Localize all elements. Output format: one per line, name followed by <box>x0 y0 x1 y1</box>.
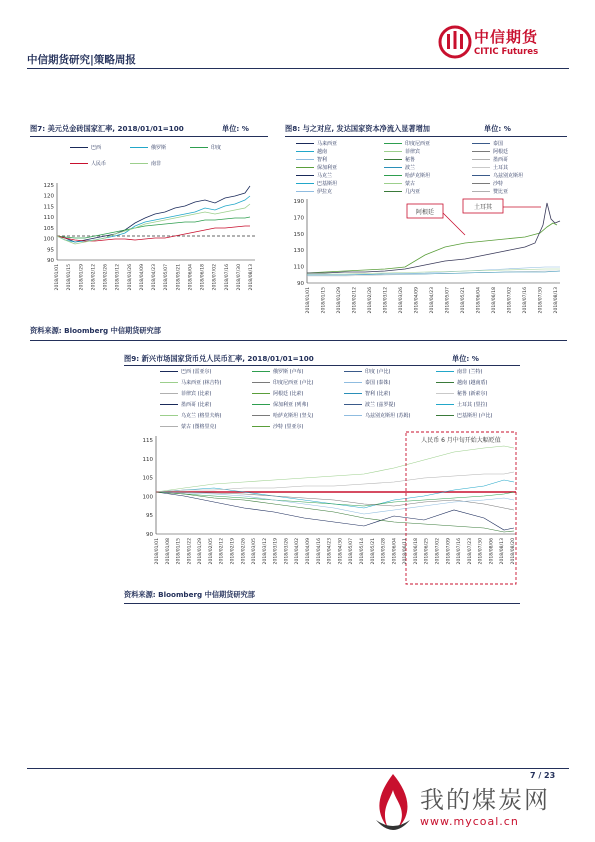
x-tick-label: 2018/07/16 <box>457 538 463 565</box>
legend-item: 波兰 <box>384 164 415 171</box>
x-tick-label: 2018/03/12 <box>115 264 121 291</box>
legend-item: 智利 (比索) <box>344 390 391 397</box>
legend-item: 秘鲁 <box>384 156 415 163</box>
x-tick-label: 2018/07/30 <box>236 264 242 291</box>
x-tick-label: 2018/08/13 <box>249 264 254 291</box>
y-tick-label: 105 <box>43 225 54 232</box>
x-tick-label: 2018/04/09 <box>139 264 145 291</box>
fig8-title-rule <box>285 136 567 137</box>
fig9-series <box>156 446 514 532</box>
legend-item: 哈萨克斯坦 (坚戈) <box>252 412 314 419</box>
x-tick-label: 2018/05/21 <box>370 538 376 565</box>
x-tick-label: 2018/01/29 <box>198 538 204 565</box>
x-tick-label: 2018/01/29 <box>337 287 342 314</box>
x-tick-label: 2018/07/30 <box>538 287 544 314</box>
series-brazil <box>57 186 250 242</box>
x-tick-label: 2018/02/26 <box>103 264 109 291</box>
legend-item: 巴基斯坦 (卢比) <box>436 412 493 419</box>
x-tick-label: 2018/06/25 <box>424 538 430 565</box>
fig9-title-rule <box>124 365 520 366</box>
watermark-url: www.mycoal.cn <box>420 815 519 828</box>
x-tick-label: 2018/01/15 <box>176 538 182 565</box>
annot-argentina-text: 阿根廷 <box>415 209 435 216</box>
legend-item: 巴西 (雷亚尔) <box>160 368 212 375</box>
legend-item: 墨西哥 (比索) <box>160 401 212 408</box>
page-number: 7 / 23 <box>530 771 556 780</box>
legend-item: 泰国 (泰铢) <box>344 379 391 386</box>
x-tick-label: 2018/02/12 <box>91 264 97 291</box>
legend-item: 菲律宾 (比索) <box>160 390 212 397</box>
legend-item: 马来西亚 (林吉特) <box>160 379 222 386</box>
y-tick-label: 125 <box>43 183 54 189</box>
x-tick-label: 2018/02/26 <box>368 287 373 314</box>
x-tick-label: 2018/01/01 <box>306 287 311 314</box>
legend-item: 俄罗斯 <box>130 144 166 151</box>
legend-item: 阿根廷 (比索) <box>252 390 304 397</box>
annot-arrow <box>443 213 465 235</box>
x-tick-label: 2018/03/26 <box>399 287 404 314</box>
legend-item: 哈萨克斯坦 <box>384 172 430 179</box>
x-tick-label: 2018/05/21 <box>176 264 182 291</box>
fig8-title: 图8: 与之对应, 发达国家资本净流入显著增加 <box>285 124 430 133</box>
flame-logo-icon <box>368 770 418 834</box>
legend-item: 蒙古 (图格里克) <box>160 423 217 430</box>
x-tick-label: 2018/01/15 <box>321 287 327 314</box>
annot-argentina <box>407 204 465 235</box>
legend-item: 马克兰 <box>296 172 332 179</box>
x-tick-label: 2018/07/23 <box>467 538 473 565</box>
source-rule-2 <box>124 603 520 604</box>
y-tick-label: 150 <box>293 231 304 238</box>
x-tick-label: 2018/07/09 <box>446 538 452 565</box>
x-tick-label: 2018/03/05 <box>252 538 258 565</box>
x-tick-label: 2018/03/12 <box>262 538 268 565</box>
x-tick-label: 2018/04/16 <box>316 538 322 565</box>
source-rule-1 <box>30 340 567 341</box>
x-tick-label: 2018/02/19 <box>230 538 236 565</box>
x-tick-label: 2018/05/28 <box>381 538 387 565</box>
y-tick-label: 100 <box>43 236 54 243</box>
y-tick-label: 100 <box>142 494 153 501</box>
fig7-legend <box>70 142 270 176</box>
header-divider <box>27 68 569 69</box>
legend-item: 南非 (兰特) <box>436 368 483 375</box>
x-tick-label: 2018/07/02 <box>507 287 513 314</box>
legend-item: 保加利亚 <box>296 164 337 171</box>
x-tick-label: 2018/03/12 <box>383 287 389 314</box>
fig9-chart <box>124 430 524 586</box>
y-tick-label: 115 <box>43 204 54 211</box>
x-tick-label: 2018/01/15 <box>67 264 73 291</box>
x-tick-label: 2018/01/29 <box>79 264 85 291</box>
y-tick-label: 190 <box>293 199 304 205</box>
y-tick-label: 90 <box>47 258 54 264</box>
x-tick-label: 2018/01/01 <box>155 538 160 565</box>
x-tick-label: 2018/01/01 <box>55 264 60 291</box>
y-tick-label: 95 <box>146 513 153 520</box>
x-tick-label: 2018/04/09 <box>414 287 420 314</box>
x-tick-label: 2018/07/16 <box>224 264 230 291</box>
y-tick-label: 120 <box>43 193 54 200</box>
legend-item: 菲律宾 <box>384 148 420 155</box>
legend-item: 巴基斯坦 <box>296 180 337 187</box>
fig9-annotation: 人民币 6 月中旬开始大幅贬值 <box>421 437 501 444</box>
legend-item: 沙特 <box>472 180 503 187</box>
x-tick-label: 2018/08/06 <box>489 538 495 565</box>
report-title: 中信期货研究|策略周报 <box>27 54 136 66</box>
legend-item: 乌克兰 (格里夫纳) <box>160 412 222 419</box>
legend-item: 印度 <box>190 144 221 151</box>
x-tick-label: 2018/05/14 <box>359 538 365 565</box>
x-tick-label: 2018/06/04 <box>392 538 398 565</box>
legend-item: 印度尼西亚 (卢比) <box>252 379 314 386</box>
legend-item: 土耳其 (里拉) <box>436 401 488 408</box>
footer-divider <box>27 768 569 769</box>
source-note-2: 资料来源: Bloomberg 中信期货研究部 <box>124 590 255 599</box>
watermark-site-name: 我的煤炭网 <box>420 786 550 814</box>
x-tick-label: 2018/02/05 <box>208 538 214 565</box>
series-rmb <box>57 226 250 241</box>
legend-item: 人民币 <box>70 160 106 167</box>
annot-turkey-text: 土耳其 <box>473 204 493 211</box>
x-tick-label: 2018/04/09 <box>306 538 312 565</box>
legend-item: 土耳其 <box>472 164 508 171</box>
x-tick-label: 2018/03/26 <box>284 538 290 565</box>
legend-item: 乌兹别克斯坦 (苏姆) <box>344 412 411 419</box>
fig8-chart <box>285 195 570 320</box>
y-tick-label: 90 <box>297 281 304 287</box>
source-note-1: 资料来源: Bloomberg 中信期货研究部 <box>30 326 161 335</box>
legend-item: 沙特 (里亚尔) <box>252 423 304 430</box>
x-tick-label: 2018/08/13 <box>500 538 506 565</box>
fig7-unit: 单位: % <box>222 124 249 133</box>
legend-item: 几内亚 <box>384 188 420 195</box>
legend-item: 俄罗斯 (卢布) <box>252 368 304 375</box>
x-tick-label: 2018/05/07 <box>164 264 170 291</box>
x-tick-label: 2018/07/02 <box>435 538 441 565</box>
x-tick-label: 2018/06/18 <box>492 287 497 314</box>
x-tick-label: 2018/01/08 <box>165 538 171 565</box>
legend-item: 阿根廷 <box>472 148 508 155</box>
legend-item: 伊拉克 <box>296 188 332 195</box>
x-tick-label: 2018/04/23 <box>327 538 333 565</box>
x-tick-label: 2018/03/19 <box>273 538 279 565</box>
legend-item: 马来西亚 <box>296 140 337 147</box>
fig7-chart <box>30 178 270 298</box>
logo-english-name: CITIC Futures <box>474 47 539 57</box>
legend-item: 越南 (越南盾) <box>436 379 488 386</box>
x-tick-label: 2018/06/04 <box>188 264 194 291</box>
legend-item: 印度 (卢比) <box>344 368 391 375</box>
x-tick-label: 2018/08/20 <box>511 538 516 565</box>
legend-item: 秘鲁 (新索尔) <box>436 390 488 397</box>
fig7-title: 图7: 美元兑金砖国家汇率, 2018/01/01=100 <box>30 124 184 133</box>
legend-item: 赞比亚 <box>472 188 508 195</box>
y-tick-label: 170 <box>293 215 304 222</box>
logo-chinese-name: 中信期货 <box>474 28 539 46</box>
x-tick-label: 2018/07/16 <box>523 287 528 314</box>
x-tick-label: 2018/05/07 <box>349 538 355 565</box>
legend-item: 越南 <box>296 148 327 155</box>
fig9-unit: 单位: % <box>452 354 479 363</box>
y-tick-label: 115 <box>142 438 153 444</box>
y-tick-label: 130 <box>293 248 304 255</box>
annot-turkey <box>463 199 541 213</box>
x-tick-label: 2018/07/02 <box>212 264 218 291</box>
x-tick-label: 2018/06/04 <box>476 287 482 314</box>
y-tick-label: 110 <box>293 264 304 271</box>
y-tick-label: 90 <box>146 532 153 538</box>
x-tick-label: 2018/02/26 <box>241 538 247 565</box>
legend-item: 墨西哥 <box>472 156 508 163</box>
x-tick-label: 2018/05/07 <box>445 287 451 314</box>
legend-item: 蒙古 <box>384 180 415 187</box>
x-tick-label: 2018/04/02 <box>295 538 301 565</box>
y-tick-label: 110 <box>43 215 54 222</box>
x-tick-label: 2018/06/18 <box>200 264 206 291</box>
legend-item: 泰国 <box>472 140 503 147</box>
x-tick-label: 2018/04/23 <box>152 264 157 291</box>
legend-item: 保加利亚 (列弗) <box>252 401 309 408</box>
x-tick-label: 2018/01/22 <box>187 538 193 565</box>
legend-item: 南非 <box>130 160 161 167</box>
fig9-legend <box>160 368 520 434</box>
x-tick-label: 2018/02/12 <box>219 538 225 565</box>
legend-item: 乌兹别克斯坦 <box>472 172 523 179</box>
citic-logo-icon <box>438 24 472 60</box>
legend-item: 智利 <box>296 156 327 163</box>
y-tick-label: 110 <box>142 456 153 463</box>
x-tick-label: 2018/05/21 <box>461 287 466 314</box>
x-tick-label: 2018/07/30 <box>478 538 484 565</box>
legend-item: 巴西 <box>70 144 101 151</box>
x-tick-label: 2018/08/13 <box>554 287 559 314</box>
x-tick-label: 2018/04/23 <box>430 287 435 314</box>
fig8-other-series <box>307 267 560 276</box>
y-tick-label: 105 <box>142 475 153 482</box>
fig7-title-rule <box>30 136 268 137</box>
x-tick-label: 2018/04/30 <box>338 538 344 565</box>
legend-item: 印度尼西亚 <box>384 140 430 147</box>
y-tick-label: 95 <box>47 247 54 254</box>
legend-item: 波兰 (兹罗提) <box>344 401 396 408</box>
x-tick-label: 2018/06/18 <box>413 538 419 565</box>
x-tick-label: 2018/02/12 <box>352 287 358 314</box>
x-tick-label: 2018/03/26 <box>127 264 133 291</box>
x-tick-label: 2018/06/11 <box>403 538 409 565</box>
fig8-unit: 单位: % <box>484 124 511 133</box>
fig9-title: 图9: 新兴市场国家货币兑人民币汇率, 2018/01/01=100 <box>124 354 314 363</box>
fig8-legend <box>296 140 571 196</box>
